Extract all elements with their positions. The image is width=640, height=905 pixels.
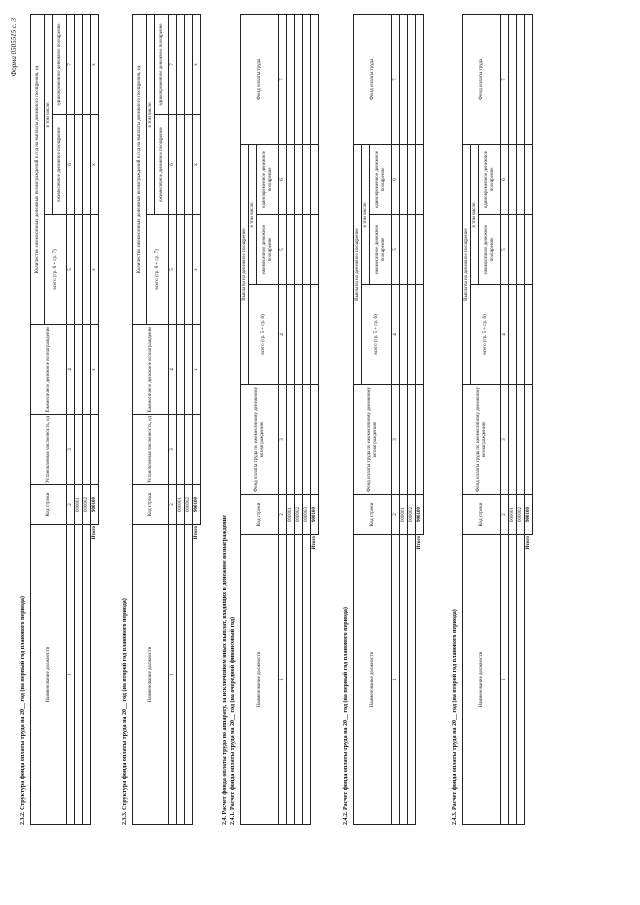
col-num: 5	[392, 215, 400, 285]
cell[interactable]	[177, 325, 185, 415]
total-code: 900100	[525, 495, 533, 535]
cell[interactable]	[185, 415, 193, 485]
cell[interactable]	[303, 535, 311, 825]
col-num: 5	[501, 215, 509, 285]
col-num: 7	[279, 14, 287, 144]
cell[interactable]	[311, 215, 319, 285]
col-num: 3	[501, 385, 509, 495]
cell[interactable]	[525, 215, 533, 285]
section-title-232: 2.3.2. Структура фонда оплаты труда на 20__ год (на первый год планового периода)	[20, 596, 26, 825]
cell[interactable]	[287, 144, 295, 214]
cell[interactable]	[400, 144, 408, 214]
cell[interactable]	[295, 385, 303, 495]
total-row	[193, 14, 201, 824]
col-header-staff: Установленная численность, ед	[133, 415, 169, 485]
table-row	[517, 14, 525, 824]
cell[interactable]	[75, 115, 83, 215]
cell[interactable]	[509, 215, 517, 285]
cell[interactable]	[185, 14, 193, 114]
col-header-mon: ежемесячное денежное поощрение	[257, 215, 279, 285]
col-header-fund-monthly: Фонд оплаты труда по ежемесячному денежному вознаграждению	[354, 385, 392, 495]
col-header-incl: в том числе:	[362, 144, 370, 284]
cell[interactable]	[400, 385, 408, 495]
col-header-add: единовременное денежное поощрение	[479, 144, 501, 214]
cell[interactable]	[517, 385, 525, 495]
total-label: Итого	[312, 536, 318, 550]
col-num: 2	[501, 495, 509, 535]
col-header-incl: в том числе:	[45, 14, 53, 214]
cell[interactable]	[295, 535, 303, 825]
total-code: 900100	[91, 485, 99, 525]
col-header-mon: ежемесячное денежное поощрение	[370, 215, 392, 285]
cell[interactable]	[311, 144, 319, 214]
col-num: 7	[392, 14, 400, 144]
cell[interactable]	[517, 215, 525, 285]
cell[interactable]	[311, 14, 319, 144]
cell[interactable]	[517, 14, 525, 144]
cell[interactable]	[416, 14, 424, 144]
x-mark: x	[91, 215, 99, 325]
cell[interactable]	[509, 535, 517, 825]
cell[interactable]	[177, 115, 185, 215]
col-header-name: Наименование должности	[354, 535, 392, 825]
table-242	[353, 14, 424, 825]
section-title-241: 2.4.1. Расчет фонда оплаты труда на 20__ год (на очередной финансовый год)	[230, 616, 236, 825]
cell[interactable]	[287, 14, 295, 144]
section-title-233: 2.3.3. Структура фонда оплаты труда на 20__ год (на второй год планового периода)	[122, 598, 128, 825]
col-num: 4	[501, 285, 509, 385]
col-header-total: всего (гр. 5 + гр. 6)	[362, 285, 392, 385]
col-num: 3	[67, 415, 75, 485]
cell[interactable]	[75, 215, 83, 325]
cell[interactable]	[177, 14, 185, 114]
col-header-name: Наименование должности	[31, 525, 67, 825]
cell[interactable]	[525, 14, 533, 144]
col-num: 7	[169, 14, 177, 114]
col-num: 7	[67, 14, 75, 114]
table-row	[400, 14, 408, 824]
cell[interactable]	[525, 285, 533, 385]
row-code: 000002	[408, 495, 416, 535]
cell[interactable]	[517, 285, 525, 385]
cell[interactable]	[287, 535, 295, 825]
col-num: 4	[67, 325, 75, 415]
table-row	[177, 14, 185, 824]
cell[interactable]	[75, 525, 83, 825]
cell[interactable]	[311, 385, 319, 495]
row-code: 000002	[185, 485, 193, 525]
col-header-code: Код строки	[354, 495, 392, 535]
cell[interactable]	[400, 285, 408, 385]
total-row	[91, 14, 99, 824]
col-header-fund: Фонд оплаты труда	[463, 14, 501, 144]
x-mark: x	[91, 325, 99, 415]
cell[interactable]	[400, 215, 408, 285]
col-header-total: всего (гр. 6 + гр. 7)	[45, 215, 67, 325]
cell[interactable]	[287, 215, 295, 285]
row-code: 000002	[83, 485, 91, 525]
cell[interactable]	[177, 415, 185, 485]
cell[interactable]	[75, 415, 83, 485]
x-mark: x	[193, 325, 201, 415]
cell[interactable]	[83, 325, 91, 415]
table-row	[303, 14, 311, 824]
cell[interactable]	[83, 415, 91, 485]
col-header-mon-bonus: ежемесячное денежное поощрение	[155, 115, 169, 215]
col-num: 2	[169, 485, 177, 525]
row-code: 000001	[177, 485, 185, 525]
cell[interactable]	[525, 144, 533, 214]
cell[interactable]	[185, 215, 193, 325]
cell[interactable]	[287, 385, 295, 495]
col-header-qty: Количество ежемесячных денежных вознаграждений в год на выплаты денежного поощрения, ед	[31, 14, 45, 324]
cell[interactable]	[400, 535, 408, 825]
col-num: 1	[501, 535, 509, 825]
cell[interactable]	[295, 144, 303, 214]
row-code: 000001	[400, 495, 408, 535]
cell[interactable]	[177, 215, 185, 325]
cell[interactable]	[408, 144, 416, 214]
col-num: 2	[67, 485, 75, 525]
col-num: 2	[392, 495, 400, 535]
cell[interactable]	[75, 14, 83, 114]
cell[interactable]	[185, 325, 193, 415]
cell[interactable]	[416, 285, 424, 385]
col-num: 6	[392, 144, 400, 214]
cell[interactable]	[408, 385, 416, 495]
col-num: 1	[279, 535, 287, 825]
cell[interactable]	[416, 385, 424, 495]
col-header-total: всего (гр. 5 + гр. 6)	[471, 285, 501, 385]
x-mark: x	[91, 115, 99, 215]
table-row	[509, 14, 517, 824]
cell[interactable]	[295, 285, 303, 385]
total-code: 900100	[416, 495, 424, 535]
table-row	[295, 14, 303, 824]
col-num: 2	[279, 495, 287, 535]
col-header-pay: Выплаты на денежное поощрение	[354, 144, 362, 384]
col-header-code: Код строки	[241, 495, 279, 535]
cell[interactable]	[185, 525, 193, 825]
total-row	[416, 14, 424, 824]
col-num: 1	[392, 535, 400, 825]
cell[interactable]	[193, 415, 201, 485]
col-header-fund: Фонд оплаты труда	[354, 14, 392, 144]
cell[interactable]	[509, 144, 517, 214]
row-code: 000001	[287, 495, 295, 535]
col-header-code: Код строки	[133, 485, 169, 525]
col-header-code: Код строки	[463, 495, 501, 535]
table-row	[83, 14, 91, 824]
row-code: 000001	[75, 485, 83, 525]
cell[interactable]	[400, 14, 408, 144]
col-num: 6	[501, 144, 509, 214]
col-header-total: всего (гр. 6 + гр. 7)	[147, 215, 169, 325]
x-mark: x	[193, 115, 201, 215]
col-header-pay: Выплаты на денежное поощрение	[463, 144, 471, 384]
cell[interactable]	[509, 14, 517, 144]
col-header-name: Наименование должности	[133, 525, 169, 825]
col-header-add: единовременное денежное поощрение	[370, 144, 392, 214]
cell[interactable]	[517, 144, 525, 214]
cell[interactable]	[83, 115, 91, 215]
col-num: 5	[169, 215, 177, 325]
col-num: 3	[169, 415, 177, 485]
cell[interactable]	[91, 415, 99, 485]
col-header-incl: в том числе:	[147, 14, 155, 214]
x-mark: x	[193, 14, 201, 114]
cell[interactable]	[509, 285, 517, 385]
cell[interactable]	[509, 385, 517, 495]
cell[interactable]	[408, 535, 416, 825]
col-num: 7	[501, 14, 509, 144]
col-num: 4	[169, 325, 177, 415]
col-header-add: единовременное денежное поощрение	[257, 144, 279, 214]
table-241	[240, 14, 319, 825]
total-label: Итого	[417, 536, 423, 550]
col-header-monthly: Ежемесячное денежное вознаграждение	[133, 325, 169, 415]
table-row	[408, 14, 416, 824]
cell[interactable]	[83, 14, 91, 114]
total-code: 900100	[193, 485, 201, 525]
cell[interactable]	[416, 144, 424, 214]
cell[interactable]	[303, 144, 311, 214]
col-header-fund-monthly: Фонд оплаты труда по ежемесячному денежному вознаграждению	[241, 385, 279, 495]
col-header-mon: ежемесячное денежное поощрение	[479, 215, 501, 285]
table-243	[462, 14, 533, 825]
col-num: 1	[169, 525, 177, 825]
cell[interactable]	[311, 285, 319, 385]
col-num: 1	[67, 525, 75, 825]
cell[interactable]	[416, 215, 424, 285]
total-label: Итого	[194, 526, 200, 540]
table-233	[132, 14, 201, 825]
row-code: 000003	[303, 495, 311, 535]
table-232	[30, 14, 99, 825]
col-header-name: Наименование должности	[463, 535, 501, 825]
col-header-incl: в том числе:	[249, 144, 257, 284]
cell[interactable]	[185, 115, 193, 215]
col-header-add-bonus: единовременное денежное поощрение	[53, 14, 67, 114]
col-num: 5	[279, 215, 287, 285]
cell[interactable]	[303, 215, 311, 285]
cell[interactable]	[295, 14, 303, 144]
cell[interactable]	[303, 14, 311, 144]
total-code: 900100	[311, 495, 319, 535]
cell[interactable]	[525, 385, 533, 495]
col-num: 4	[279, 285, 287, 385]
col-num: 6	[67, 115, 75, 215]
col-num: 6	[169, 115, 177, 215]
cell[interactable]	[303, 385, 311, 495]
cell[interactable]	[83, 525, 91, 825]
col-header-mon-bonus: ежемесячное денежное поощрение	[53, 115, 67, 215]
cell[interactable]	[295, 215, 303, 285]
cell[interactable]	[75, 325, 83, 415]
col-header-fund-monthly: Фонд оплаты труда по ежемесячному денежному вознаграждению	[463, 385, 501, 495]
section-title-242: 2.4.2. Расчет фонда оплаты труда на 20__ год (на первый год планового периода)	[343, 607, 349, 825]
x-mark: x	[91, 14, 99, 114]
col-header-incl: в том числе:	[471, 144, 479, 284]
col-header-code: Код строки	[31, 485, 67, 525]
x-mark: x	[193, 215, 201, 325]
form-reference: Форма 0505515 с. 3	[10, 18, 18, 77]
row-code: 000002	[517, 495, 525, 535]
col-header-monthly: Ежемесячное денежное вознаграждение	[31, 325, 67, 415]
cell[interactable]	[517, 535, 525, 825]
cell[interactable]	[177, 525, 185, 825]
section-title-243: 2.4.3. Расчет фонда оплаты труда на 20__ год (на второй год планового периода)	[452, 609, 458, 825]
cell[interactable]	[287, 285, 295, 385]
col-header-add-bonus: единовременное денежное поощрение	[155, 14, 169, 114]
total-label: Итого	[92, 526, 98, 540]
col-header-qty: Количество ежемесячных денежных вознаграждений в год на выплаты денежного поощрения, ед	[133, 14, 147, 324]
col-num: 3	[279, 385, 287, 495]
total-row	[525, 14, 533, 824]
col-num: 3	[392, 385, 400, 495]
section-title-24: 2.4. Расчет фонда оплаты труда по аппарату, за исключением иных выплат, входящих в денежное вознаграждение	[222, 515, 228, 825]
col-header-staff: Установленная численность, ед	[31, 415, 67, 485]
table-row	[287, 14, 295, 824]
cell[interactable]	[303, 285, 311, 385]
cell[interactable]	[408, 14, 416, 144]
total-row	[311, 14, 319, 824]
row-code: 000001	[509, 495, 517, 535]
col-header-name: Наименование должности	[241, 535, 279, 825]
cell[interactable]	[408, 215, 416, 285]
cell[interactable]	[408, 285, 416, 385]
col-header-fund: Фонд оплаты труда	[241, 14, 279, 144]
col-num: 4	[392, 285, 400, 385]
row-code: 000002	[295, 495, 303, 535]
col-num: 5	[67, 215, 75, 325]
cell[interactable]	[83, 215, 91, 325]
col-header-total: всего (гр. 5 + гр. 6)	[249, 285, 279, 385]
col-header-pay: Выплаты на денежное поощрение	[241, 144, 249, 384]
table-row	[75, 14, 83, 824]
col-num: 6	[279, 144, 287, 214]
table-row	[185, 14, 193, 824]
total-label: Итого	[526, 536, 532, 550]
